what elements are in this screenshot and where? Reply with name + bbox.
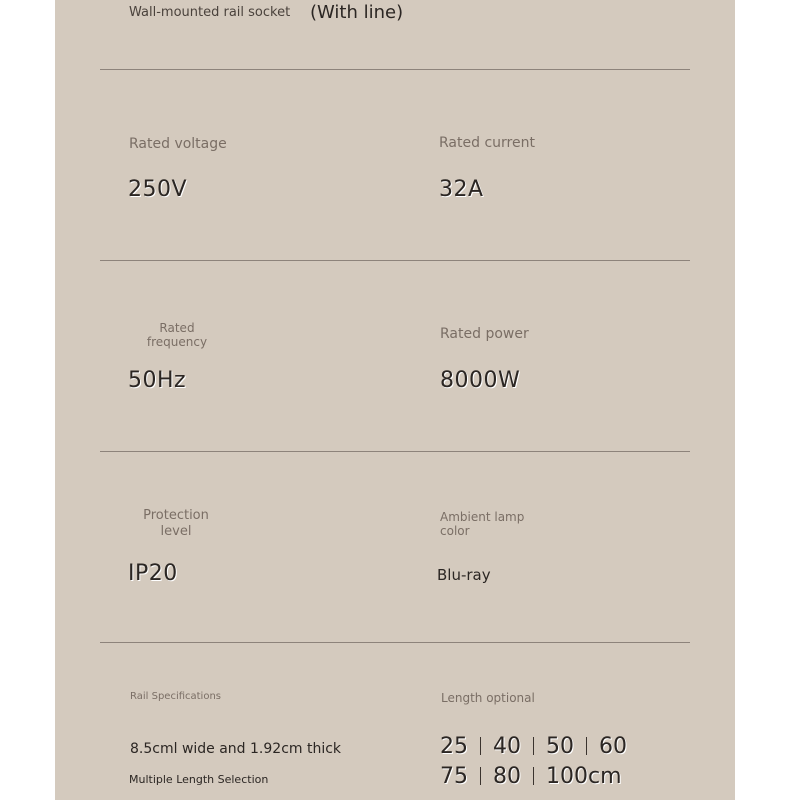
rated-voltage-value: 250V: [128, 177, 188, 202]
spec-panel: [55, 0, 735, 800]
length-option: 60: [599, 734, 627, 759]
length-option: 25: [440, 734, 468, 759]
length-option: 75: [440, 764, 468, 789]
rated-power-value: 8000W: [440, 368, 521, 393]
product-variant: (With line): [310, 2, 404, 23]
rated-current-label: Rated current: [439, 135, 535, 151]
ambient-lamp-label-line1: Ambient lamp: [440, 510, 525, 524]
length-option: 40: [493, 734, 521, 759]
rail-spec-label: Rail Specifications: [130, 691, 222, 702]
rated-frequency-label-line2: frequency: [146, 335, 208, 349]
rated-frequency-value: 50Hz: [128, 368, 187, 393]
rail-dimensions: 8.5cml wide and 1.92cm thick: [130, 741, 342, 757]
protection-level-value: IP20: [128, 561, 178, 586]
length-options-row-2: [440, 764, 622, 789]
rated-voltage-label: Rated voltage: [129, 136, 227, 152]
separator: [533, 767, 534, 785]
product-name: Wall-mounted rail socket: [129, 5, 291, 20]
length-options-row-1: [440, 734, 627, 759]
divider: [100, 260, 690, 261]
protection-level-label: [136, 508, 216, 540]
separator: [480, 767, 481, 785]
protection-level-label-line2: level: [160, 524, 192, 539]
length-optional-label: Length optional: [441, 691, 535, 705]
divider: [100, 642, 690, 643]
rated-power-label: Rated power: [440, 326, 529, 342]
divider: [100, 451, 690, 452]
ambient-lamp-label-line2: color: [440, 524, 470, 538]
length-option: 100cm: [546, 764, 622, 789]
separator: [533, 737, 534, 755]
rated-frequency-label-line1: Rated: [159, 321, 195, 335]
ambient-lamp-label: [440, 510, 524, 538]
ambient-lamp-value: Blu-ray: [437, 566, 491, 584]
length-option: 80: [493, 764, 521, 789]
divider: [100, 69, 690, 70]
rated-current-value: 32A: [439, 177, 484, 202]
protection-level-label-line1: Protection: [143, 508, 209, 523]
separator: [480, 737, 481, 755]
length-option: 50: [546, 734, 574, 759]
rail-length-note: Multiple Length Selection: [129, 773, 269, 786]
rated-frequency-label: [140, 321, 214, 349]
separator: [586, 737, 587, 755]
